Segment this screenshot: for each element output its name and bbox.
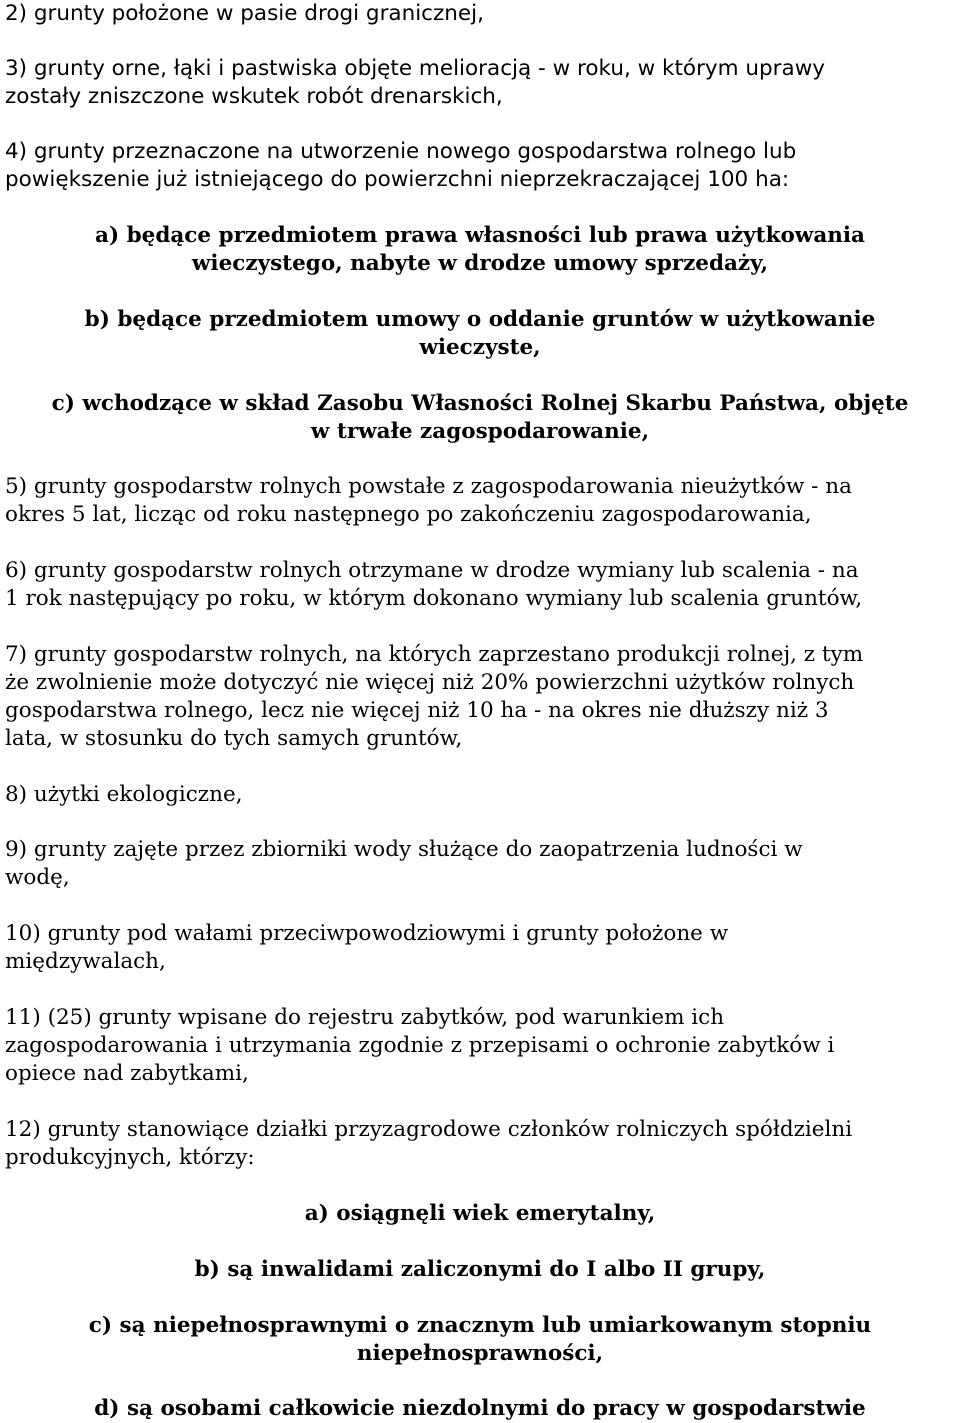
text-line: 12) grunty stanowiące działki przyzagrodowe członków rolniczych spółdzielni — [5, 1117, 853, 1142]
paragraph-item-5 — [5, 473, 960, 529]
text-line: 11) (25) grunty wpisane do rejestru zabytków, pod warunkiem ich — [5, 1005, 725, 1030]
paragraph-item-9 — [5, 836, 960, 892]
subitem-12a — [0, 1200, 960, 1228]
text-line: wieczystego, nabyte w drodze umowy sprzedaży, — [191, 251, 769, 276]
text-line: 5) grunty gospodarstw rolnych powstałe z zagospodarowania nieużytków - na — [5, 474, 852, 499]
text-line: wieczyste, — [419, 335, 541, 360]
subitem-4a — [0, 222, 960, 278]
text-line: 1 rok następujący po roku, w którym dokonano wymiany lub scalenia gruntów, — [5, 586, 863, 611]
subitem-4b — [0, 306, 960, 362]
text-line: 2) grunty położone w pasie drogi granicznej, — [5, 1, 484, 26]
text-line: zostały zniszczone wskutek robót drenarskich, — [5, 84, 503, 109]
text-line: zagospodarowania i utrzymania zgodnie z przepisami o ochronie zabytków i — [5, 1033, 835, 1058]
paragraph-item-10 — [5, 920, 960, 976]
text-line: 9) grunty zajęte przez zbiorniki wody służące do zaopatrzenia ludności w — [5, 837, 803, 862]
subitem-12b — [0, 1256, 960, 1284]
subitem-12c — [0, 1312, 960, 1368]
text-line: okres 5 lat, licząc od roku następnego po zakończeniu zagospodarowania, — [5, 502, 812, 527]
paragraph-item-12 — [5, 1116, 960, 1172]
text-line: międzywalach, — [5, 949, 166, 974]
text-line: opiece nad zabytkami, — [5, 1061, 249, 1086]
text-line: a) osiągnęli wiek emerytalny, — [304, 1201, 656, 1226]
text-line: 10) grunty pod wałami przeciwpowodziowymi i grunty położone w — [5, 921, 729, 946]
paragraph-item-11 — [5, 1004, 960, 1088]
text-line: że zwolnienie może dotyczyć nie więcej niż 20% powierzchni użytków rolnych — [5, 670, 855, 695]
text-line: a) będące przedmiotem prawa własności lub prawa użytkowania — [95, 223, 865, 248]
text-line: w trwałe zagospodarowanie, — [310, 419, 650, 444]
text-line: b) są inwalidami zaliczonymi do I albo II grupy, — [194, 1257, 766, 1282]
text-line: c) wchodzące w skład Zasobu Własności Rolnej Skarbu Państwa, objęte — [51, 391, 909, 416]
text-line: 4) grunty przeznaczone na utworzenie nowego gospodarstwa rolnego lub — [5, 139, 797, 164]
text-line: c) są niepełnosprawnymi o znacznym lub umiarkowanym stopniu — [88, 1313, 872, 1338]
text-line: gospodarstwa rolnego, lecz nie więcej niż 10 ha - na okres nie dłuższy niż 3 — [5, 698, 829, 723]
text-line: d) są osobami całkowicie niezdolnymi do pracy w gospodarstwie — [94, 1396, 866, 1421]
text-line: powiększenie już istniejącego do powierzchni nieprzekraczającej 100 ha: — [5, 167, 790, 192]
subitem-12d — [0, 1395, 960, 1423]
text-line: 3) grunty orne, łąki i pastwiska objęte melioracją - w roku, w którym uprawy — [5, 56, 826, 81]
subitem-4c — [0, 390, 960, 446]
text-line: 6) grunty gospodarstw rolnych otrzymane w drodze wymiany lub scalenia - na — [5, 558, 859, 583]
paragraph-item-7 — [5, 641, 960, 753]
paragraph-item-4 — [5, 138, 960, 194]
text-line: produkcyjnych, którzy: — [5, 1145, 255, 1170]
text-line: niepełnosprawności, — [356, 1341, 604, 1366]
paragraph-item-2 — [5, 0, 960, 28]
paragraph-item-8 — [5, 781, 960, 809]
text-line: 8) użytki ekologiczne, — [5, 782, 243, 807]
text-line: b) będące przedmiotem umowy o oddanie gruntów w użytkowanie — [84, 307, 876, 332]
paragraph-item-3 — [5, 55, 960, 111]
text-line: wodę, — [5, 865, 70, 890]
text-line: 7) grunty gospodarstw rolnych, na których zaprzestano produkcji rolnej, z tym — [5, 642, 864, 667]
text-line: lata, w stosunku do tych samych gruntów, — [5, 726, 463, 751]
paragraph-item-6 — [5, 557, 960, 613]
